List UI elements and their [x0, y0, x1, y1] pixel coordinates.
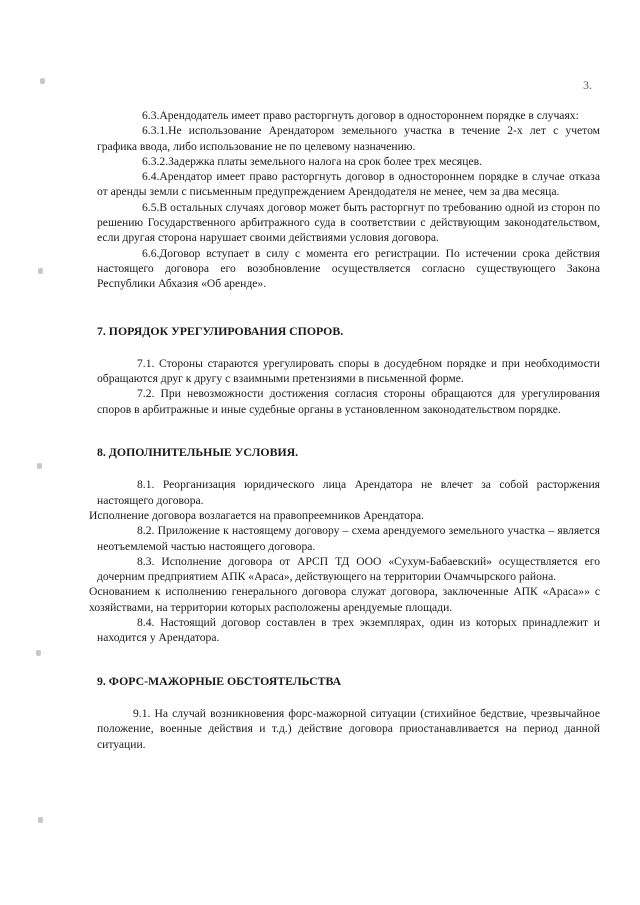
- section-9-heading: 9. ФОРС-МАЖОРНЫЕ ОБСТОЯТЕЛЬСТВА: [97, 673, 342, 688]
- page-number: 3.: [583, 78, 592, 92]
- clause-6-3-2: 6.3.2.Задержка платы земельного налога на срок более трех месяцев.: [142, 154, 482, 168]
- section-8-heading: 8. ДОПОЛНИТЕЛЬНЫЕ УСЛОВИЯ.: [97, 445, 299, 460]
- clause-6-4: 6.4.Арендатор имеет право расторгнуть договор в одностороннем порядке в случае отказа от аренды земли с письменным предупреждением Арендодателя не менее, чем за два месяца.: [97, 170, 600, 199]
- clause-6-3: 6.3.Арендодатель имеет право расторгнуть договор в одностороннем порядке в случаях:: [142, 109, 579, 122]
- clause-6-6: 6.6.Договор вступает в силу с момента его регистрации. По истечении срока действия настоящего договора его возобновление осуществляется согласно существующего Закона Республики Абхазия «Об аренде».: [97, 246, 600, 291]
- scan-speck: [36, 650, 41, 656]
- clause-7-1: 7.1. Стороны стараются урегулировать споры в досудебном порядке и при необходимости обращаются друг к другу с взаимными претензиями в письменной форме.: [97, 356, 600, 386]
- clause-8-3-continuation: Основанием к исполнению генерального договора служат договора, заключенные АПК «Араса»» с хозяйствами, на территории которых расположены арендуемые площади.: [89, 585, 600, 614]
- scan-speck: [38, 268, 43, 274]
- clause-7-2: 7.2. При невозможности достижения согласия стороны обращаются для урегулирования споров в арбитражные и иные судебные органы в установленном законодательством порядке.: [97, 387, 600, 416]
- scan-speck: [40, 78, 45, 84]
- clause-8-1-continuation: Исполнение договора возлагается на правопреемников Арендатора.: [89, 508, 424, 522]
- clause-8-1: 8.1. Реорганизация юридического лица Арендатора не влечет за собой расторжения настоящего договора.: [97, 478, 600, 507]
- document-body: [89, 108, 600, 752]
- clause-6-5: 6.5.В остальных случаях договор может быть расторгнут по требованию одной из сторон по решению Государственного арбитражного суда в соответствии с действующим законодательством, если другая сторона нарушает своими действиями условия договора.: [97, 200, 600, 245]
- section-7-heading: 7. ПОРЯДОК УРЕГУЛИРОВАНИЯ СПОРОВ.: [97, 323, 344, 338]
- clause-9-1: 9.1. На случай возникновения форс-мажорной ситуации (стихийное бедствие, чрезвычайное положение, военные действия и т.д.) действие договора приостанавливается на период данной ситуации.: [97, 706, 600, 751]
- scan-speck: [38, 817, 43, 823]
- clause-8-3: 8.3. Исполнение договора от АРСП ТД ООО «Сухум-Бабаевский» осуществляется его дочерним предприятием АПК «Араса», действующего на территории Очамчырского района.: [97, 554, 600, 584]
- clause-6-3-1: 6.3.1.Не использование Арендатором земельного участка в течение 2-х лет с учетом графика ввода, либо использование не по целевому назначению.: [97, 124, 600, 153]
- clause-8-2: 8.2. Приложение к настоящему договору – схема арендуемого земельного участка – является неотъемлемой частью настоящего договора.: [97, 524, 600, 553]
- clause-8-4: 8.4. Настоящий договор составлен в трех экземплярах, один из которых принадлежит и находится у Арендатора.: [97, 616, 600, 645]
- scan-speck: [37, 463, 42, 469]
